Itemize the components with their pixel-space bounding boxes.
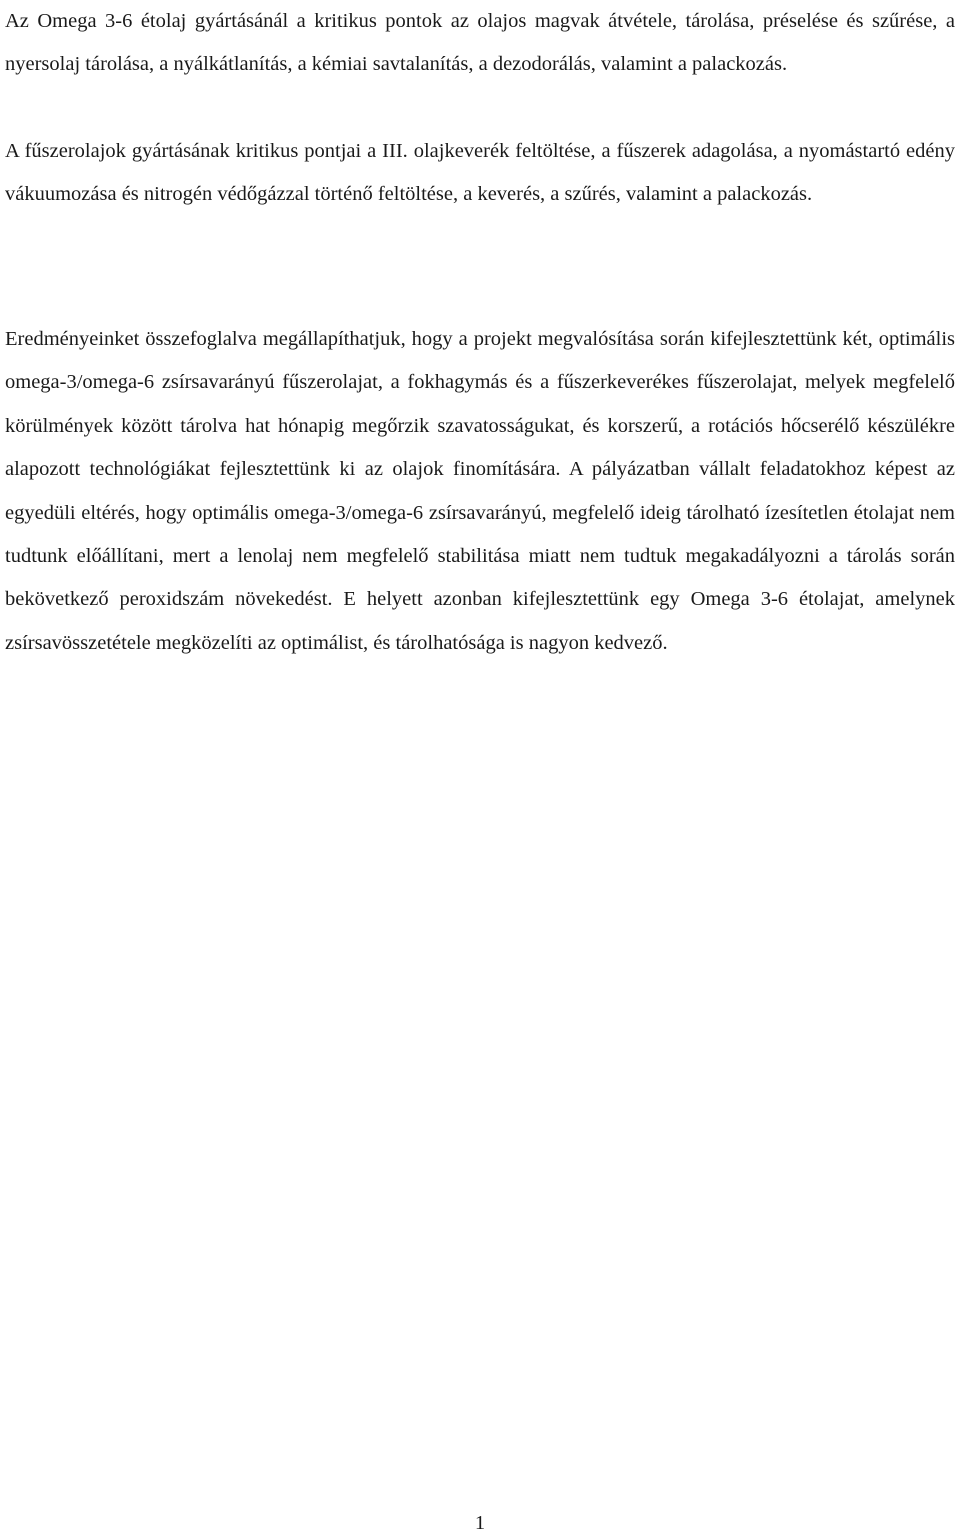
paragraph-results-summary: Eredményeinket összefoglalva megállapíthatjuk, hogy a projekt megvalósítása során kifejlesztettünk két, optimális omega-3/omega-6 zsírsavarányú fűszerolajat, a fokhagymás és a fűszerkeverékes fűszerolajat, melyek megfelelő körülmények között tárolva hat hónapig megőrzik szavatosságukat, és korszerű, a rotációs hőcserélő készülékre alapozott technológiákat fejlesztettünk ki az olajok finomítására. A pályázatban vállalt feladatokhoz képest az egyedüli eltérés, hogy optimális omega-3/omega-6 zsírsavarányú, megfelelő ideig tárolható ízesítetlen étolajat nem tudtunk előállítani, mert a lenolaj nem megfelelő stabilitása miatt nem tudtuk megakadályozni a tárolás során bekövetkező peroxidszám növekedést. E helyett azonban kifejlesztettünk egy Omega 3-6 étolajat, amelynek zsírsavösszetétele megközelíti az optimálist, és tárolhatósága is nagyon kedvező. [5, 328, 955, 654]
paragraph-critical-points-omega-oil: Az Omega 3-6 étolaj gyártásánál a kritikus pontok az olajos magvak átvétele, tárolása, préselése és szűrése, a nyersolaj tárolása, a nyálkátlanítás, a kémiai savtalanítás, a dezodorálás, valamint a palackozás. [5, 10, 955, 76]
paragraph-critical-points-spice-oil: A fűszerolajok gyártásának kritikus pontjai a III. olajkeverék feltöltése, a fűszerek adagolása, a nyomástartó edény vákuumozása és nitrogén védőgázzal történő feltöltése, a keverés, a szűrés, valamint a palackozás. [5, 140, 955, 206]
page-number: 1 [474, 1512, 486, 1534]
